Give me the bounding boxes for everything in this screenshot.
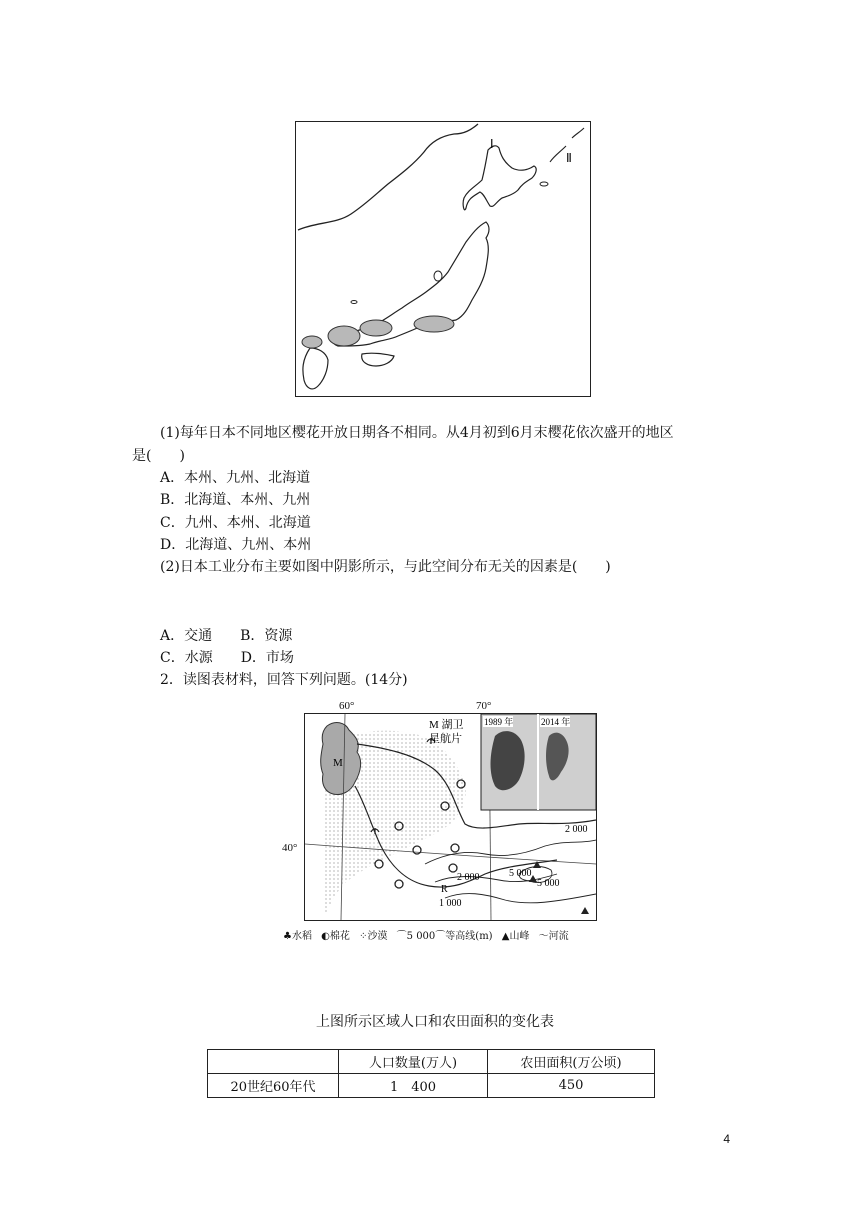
central-asia-map (304, 713, 597, 921)
sat-title-line2: 星航片 (429, 733, 462, 745)
table-header-cell: 农田面积(万公顷) (488, 1050, 655, 1074)
mainland-coastline (298, 124, 478, 230)
table-title: 上图所示区域人口和农田面积的变化表 (316, 1014, 554, 1030)
central-asia-map-svg (305, 714, 596, 920)
cotton-symbol-4 (451, 844, 459, 852)
map1-label-II: Ⅱ (566, 151, 572, 165)
legend-river: 河流 (548, 931, 569, 942)
q1-option-a: A．本州、九州、北海道 (160, 470, 311, 486)
table-header-cell: 人口数量(万人) (339, 1050, 488, 1074)
japan-map-svg (296, 122, 590, 396)
main-question-2: 2．读图表材料，回答下列问题。(14分) (160, 672, 408, 688)
shikoku-outline (362, 353, 394, 366)
table-cell: 20世纪60年代 (208, 1074, 339, 1098)
legend-desert: 沙漠 (367, 931, 388, 942)
lake-m-label: M (333, 757, 343, 769)
japan-map (295, 121, 591, 397)
table-cell: 1 400 (339, 1074, 488, 1098)
legend-contour-value: 5 000 (406, 931, 436, 942)
legend-contour: 等高线(m) (445, 931, 493, 942)
river-legend-icon: 〜 (538, 931, 549, 942)
industrial-zone-keihin (414, 316, 454, 332)
peak-legend-icon: ▲ (501, 931, 510, 942)
lon-60-label: 60° (339, 700, 355, 712)
desert-legend-icon: ⁘ (359, 931, 368, 942)
peak-3 (581, 907, 589, 914)
rice-legend-icon: ♣ (283, 931, 292, 942)
legend-rice: 水稻 (291, 931, 312, 942)
sat-title-line1: M 湖卫 (429, 719, 464, 731)
contour-2000-mid: 2 000 (457, 872, 480, 883)
contour-5000-a: 5 000 (509, 868, 532, 879)
q1-intro: (1)每年日本不同地区樱花开放日期各不相同。从4月初到6月末樱花依次盛开的地区 (160, 425, 674, 441)
legend-peak: 山峰 (509, 931, 530, 942)
q1-option-d: D．北海道、九州、本州 (160, 537, 312, 553)
cotton-symbol-8 (449, 864, 457, 872)
kyushu-outline (303, 348, 328, 389)
contour-2000-right: 2 000 (565, 824, 588, 835)
cotton-symbol-7 (413, 846, 421, 854)
q2-options-line1: A．交通 B．资源 (160, 628, 293, 644)
lon-70-label: 70° (476, 700, 492, 712)
q1-intro-cont: 是( ) (132, 448, 185, 464)
q2-intro: (2)日本工业分布主要如图中阴影所示，与此空间分布无关的因素是( ) (160, 559, 611, 575)
legend-cotton: 棉花 (329, 931, 350, 942)
lat-40-label: 40° (282, 842, 298, 854)
cotton-legend-icon: ◐ (321, 931, 330, 942)
contour-legend-icon: ⌒ (396, 931, 407, 942)
river-r-label: R (441, 884, 448, 895)
map1-label-I: Ⅰ (490, 137, 494, 151)
industrial-zone-hanshin (360, 320, 392, 336)
industrial-zone-setouchi (328, 326, 360, 346)
year-2014-label: 2014 年 (541, 717, 571, 727)
satellite-inset (481, 714, 596, 810)
table-row (208, 1074, 655, 1098)
contour-5000-b: 5 000 (537, 878, 560, 889)
page-number: 4 (723, 1132, 730, 1146)
table-header-cell (208, 1050, 339, 1074)
year-1989-label: 1989 年 (484, 717, 514, 727)
industrial-zone-kitakyushu (302, 336, 322, 348)
honshu-outline (333, 222, 489, 346)
table-cell: 450 (488, 1074, 655, 1098)
q1-option-b: B．北海道、本州、九州 (160, 492, 311, 508)
hokkaido-outline (463, 146, 536, 210)
q1-option-c: C．九州、本州、北海道 (160, 515, 311, 531)
map-legend: ♣水稻 ◐棉花 ⁘沙漠 ⌒5 000⌒等高线(m) ▲山峰 〜河流 (283, 931, 569, 942)
q2-options-line2: C．水源 D．市场 (160, 650, 294, 666)
table-header-row (208, 1050, 655, 1074)
contour-1000: 1 000 (439, 898, 462, 909)
cotton-symbol-6 (395, 880, 403, 888)
data-table (207, 1049, 655, 1098)
